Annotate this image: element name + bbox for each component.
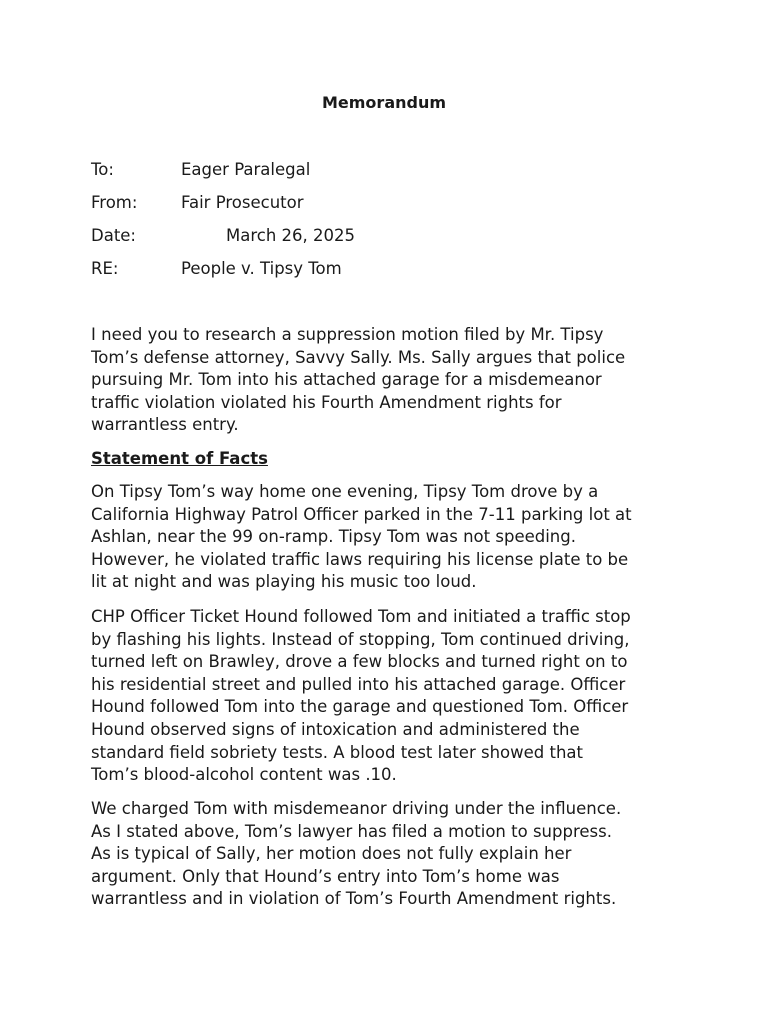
text-line: Hound observed signs of intoxication and administered the bbox=[91, 719, 580, 739]
to-value: Eager Paralegal bbox=[181, 160, 311, 179]
from-label: From: bbox=[91, 193, 138, 212]
text-line: traffic violation violated his Fourth Amendment rights for bbox=[91, 392, 562, 412]
date-label: Date: bbox=[91, 226, 136, 245]
text-line: Tom’s blood-alcohol content was .10. bbox=[91, 765, 397, 785]
text-line: Tom’s defense attorney, Savvy Sally. Ms. Sally argues that police bbox=[91, 347, 626, 367]
date-value: March 26, 2025 bbox=[226, 226, 356, 245]
facts-paragraph-3 bbox=[91, 798, 691, 911]
facts-paragraph-2 bbox=[91, 606, 691, 787]
text-line: California Highway Patrol Officer parked in the 7-11 parking lot at bbox=[91, 504, 632, 524]
facts-heading: Statement of Facts bbox=[91, 449, 268, 468]
text-line: However, he violated traffic laws requiring his license plate to be bbox=[91, 549, 629, 569]
text-line: standard field sobriety tests. A blood test later showed that bbox=[91, 742, 584, 762]
text-line: CHP Officer Ticket Hound followed Tom and initiated a traffic stop bbox=[91, 607, 631, 626]
text-line: turned left on Brawley, drove a few blocks and turned right on to bbox=[91, 652, 628, 672]
text-line: his residential street and pulled into his attached garage. Officer bbox=[91, 674, 626, 694]
text-line: argument. Only that Hound’s entry into Tom’s home was bbox=[91, 866, 560, 886]
intro-paragraph bbox=[91, 324, 691, 437]
text-line: I need you to research a suppression motion filed by Mr. Tipsy bbox=[91, 325, 604, 344]
text-line: by flashing his lights. Instead of stopping, Tom continued driving, bbox=[91, 629, 630, 649]
text-line: We charged Tom with misdemeanor driving under the influence. bbox=[91, 799, 622, 818]
text-line: lit at night and was playing his music too loud. bbox=[91, 572, 477, 592]
text-line: On Tipsy Tom’s way home one evening, Tipsy Tom drove by a bbox=[91, 482, 599, 501]
text-line: As I stated above, Tom’s lawyer has filed a motion to suppress. bbox=[91, 821, 612, 841]
from-value: Fair Prosecutor bbox=[181, 193, 304, 212]
text-line: warrantless and in violation of Tom’s Fourth Amendment rights. bbox=[91, 889, 617, 909]
memo-title: Memorandum bbox=[321, 93, 447, 112]
to-label: To: bbox=[91, 160, 114, 179]
text-line: warrantless entry. bbox=[91, 415, 239, 435]
text-line: pursuing Mr. Tom into his attached garage for a misdemeanor bbox=[91, 370, 602, 390]
re-label: RE: bbox=[91, 259, 119, 278]
text-line: Ashlan, near the 99 on-ramp. Tipsy Tom was not speeding. bbox=[91, 527, 576, 547]
text-line: As is typical of Sally, her motion does not fully explain her bbox=[91, 844, 572, 864]
re-value: People v. Tipsy Tom bbox=[181, 259, 342, 278]
facts-paragraph-1 bbox=[91, 481, 691, 594]
text-line: Hound followed Tom into the garage and questioned Tom. Officer bbox=[91, 697, 629, 717]
